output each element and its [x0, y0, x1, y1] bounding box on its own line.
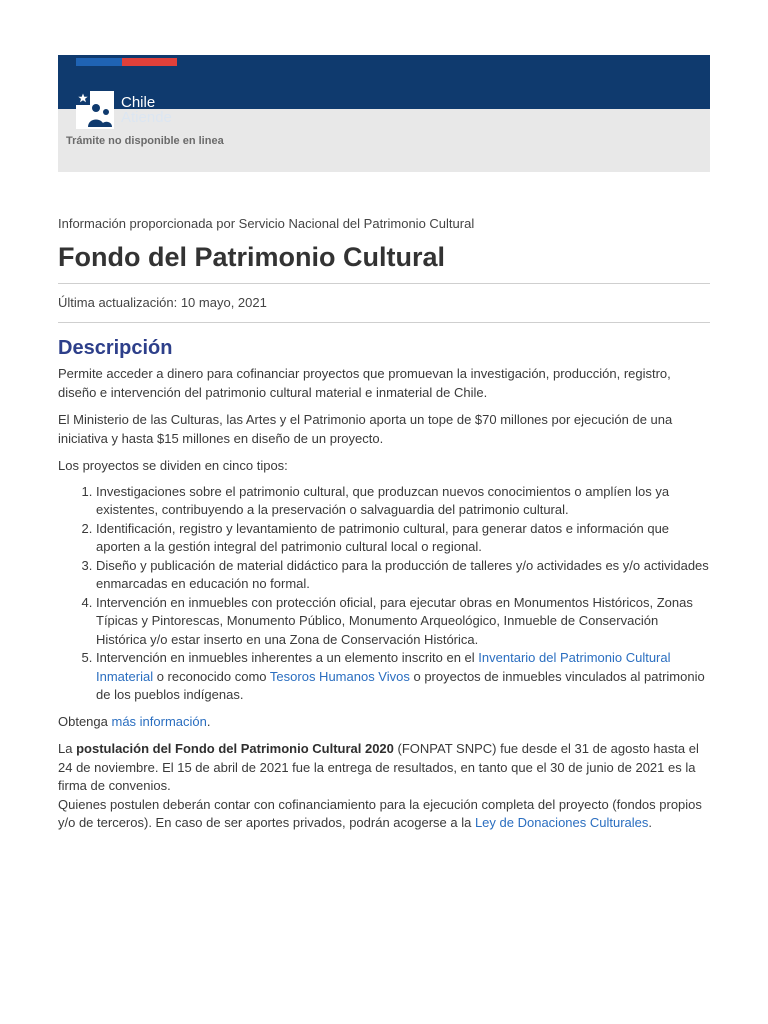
logo-line-chile: Chile: [121, 94, 156, 111]
project-types-list: [58, 483, 710, 705]
header-panel: [58, 55, 710, 172]
tesoros-humanos-vivos-link[interactable]: Tesoros Humanos Vivos: [269, 668, 410, 684]
divider: [58, 322, 710, 323]
section-heading-descripcion: Descripción: [58, 337, 173, 359]
postulacion-text: (FONPAT SNPC) fue desde el 31 de agosto hasta el 24 de noviembre. El 15 de abril de 2021 fue la entrega de resultados, en tanto que el 30 de junio de 2021 es la firma de convenios.: [58, 741, 699, 793]
cofinanciamiento-end: .: [648, 815, 653, 830]
paragraph: El Ministerio de las Culturas, las Artes y el Patrimonio aporta un tope de $70 millones por ejecución de una iniciativa y hasta $15 millones en diseño de un proyecto.: [58, 412, 673, 446]
chileatiende-logo-icon: [76, 91, 114, 129]
tramite-status: Trámite no disponible en linea: [66, 135, 224, 147]
list-item-text: o proyectos de inmuebles vinculados al patrimonio de los pueblos indígenas.: [96, 668, 705, 702]
more-info-paragraph: [58, 713, 710, 732]
list-item: [96, 649, 710, 705]
info-provider: Información proporcionada por Servicio Nacional del Patrimonio Cultural: [58, 216, 475, 231]
list-item-text: Intervención en inmuebles inherentes a un elemento inscrito en el: [96, 650, 479, 665]
divider: [58, 283, 710, 284]
logo-line-atiende: Atiende: [121, 109, 172, 126]
header-band: [58, 55, 710, 126]
list-item: 4. Intervención en inmuebles con protección oficial, para ejecutar obras en Monumentos Históricos, Zonas Típicas y Pintorescas, Monumento Público, Monumento Arqueológico, Inmueble de Conservación Histórica y/o estar inserto en una Zona de Conservación Histórica.: [96, 594, 710, 650]
list-item: 1. Investigaciones sobre el patrimonio cultural, que produzcan nuevos conocimientos o amplíen los ya existentes, contribuyendo a la preservación o salvaguardia del patrimonio cultural.: [96, 483, 710, 520]
postulacion-paragraph: [58, 740, 710, 796]
flag-stripe-red: [122, 58, 177, 66]
more-info-link[interactable]: más información: [111, 713, 207, 729]
cofinanciamiento-paragraph: [58, 796, 710, 833]
list-item: 2. Identificación, registro y levantamiento de patrimonio cultural, para generar datos e información que aporten a la gestión integral del patrimonio cultural local o regional.: [96, 520, 710, 557]
page-title: Fondo del Patrimonio Cultural: [58, 242, 445, 272]
flag-stripe-blue: [76, 58, 122, 66]
more-info-prefix: Obtenga: [58, 713, 112, 729]
list-item: 3. Diseño y publicación de material didáctico para la producción de talleres y/o actividades es y/o actividades enmarcadas en educación no formal.: [96, 557, 710, 594]
cofinanciamiento-text: Quienes postulen deberán contar con cofinanciamiento para la ejecución completa del proyecto (fondos propios y/o de terceros). En caso de ser aportes privados, podrán acogerse a la: [58, 796, 702, 830]
last-updated: Última actualización: 10 mayo, 2021: [58, 295, 267, 310]
ley-donaciones-link[interactable]: Ley de Donaciones Culturales: [474, 815, 649, 830]
more-info-suffix: .: [206, 713, 211, 729]
article-content: [58, 214, 710, 842]
postulacion-prefix: La: [58, 741, 77, 756]
list-item-text: o reconocido como: [153, 668, 270, 684]
paragraph: Los proyectos se dividen en cinco tipos:: [58, 458, 288, 473]
inventario-patrimonio-link[interactable]: Inventario del Patrimonio Cultural Inmaterial: [96, 650, 671, 684]
chileatiende-logo-text: [121, 95, 172, 125]
postulacion-bold: postulación del Fondo del Patrimonio Cultural 2020: [76, 741, 394, 756]
paragraph: Permite acceder a dinero para cofinanciar proyectos que promuevan la investigación, producción, registro, diseño e intervención del patrimonio cultural material e inmaterial de Chile.: [58, 366, 671, 400]
